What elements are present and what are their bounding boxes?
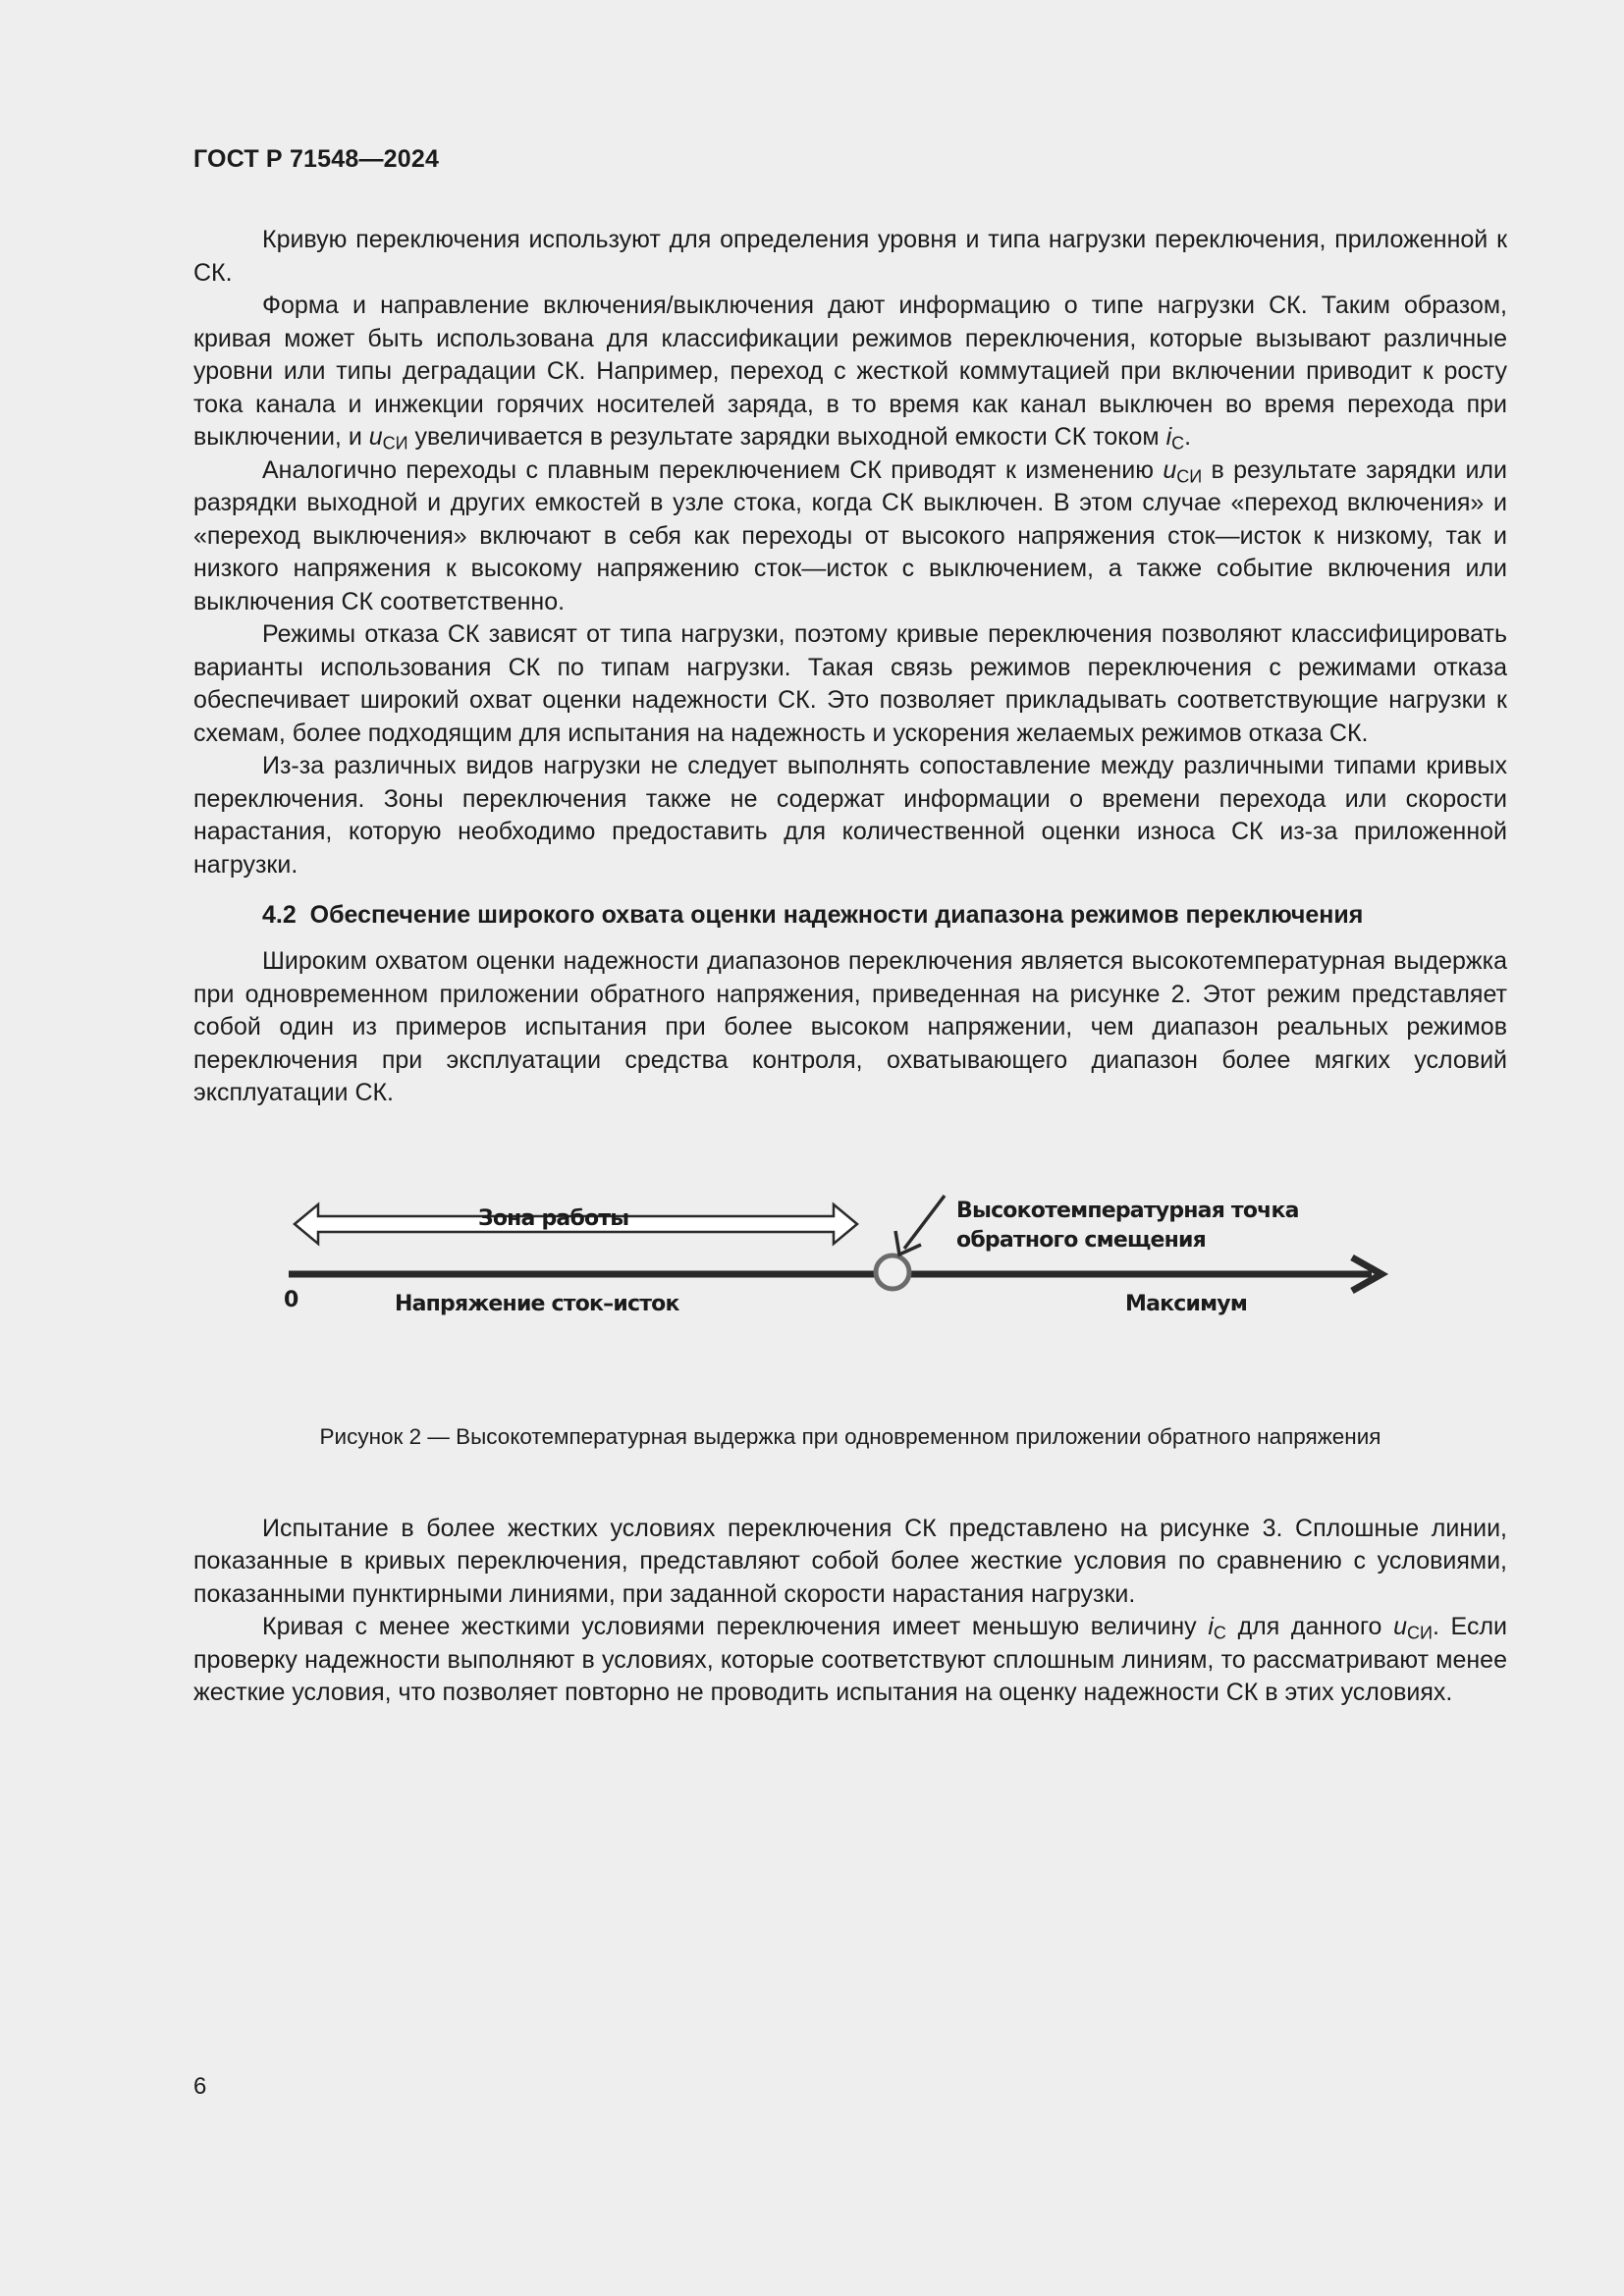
subscript-si: СИ bbox=[1407, 1623, 1433, 1643]
subscript-c: С bbox=[1213, 1623, 1226, 1643]
text-block-section bbox=[193, 945, 1507, 1110]
subscript-si: СИ bbox=[1176, 466, 1203, 486]
figure-caption: Рисунок 2 — Высокотемпературная выдержка при одновременном приложении обратного напряжения bbox=[319, 1423, 1381, 1449]
paragraph: Кривую переключения используют для определения уровня и типа нагрузки переключения, приложенной к СК. bbox=[193, 226, 1507, 287]
paragraph-text: Форма и направление включения/выключения дают информацию о типе нагрузки СК. Таким образом, кривая может быть использована для классификации режимов переключения, которые вызывают различные уровни или типы деградации СК. Например, переход с жесткой коммутацией при включении приводит к росту тока канала и инжекции горячих носителей заряда, в то время как канал выключен во время перехода при выключении, и bbox=[193, 292, 1507, 451]
paragraph: Кривая с менее жесткими условиями переключения имеет меньшую величину $i_С$ для данного $u_{СИ}$. Если проверку надежности выполняют в условиях, которые соответствуют сплошным линиям, то рассматривают менее жесткие условия, что позволяет повторно не проводить испытания на оценку надежности СК в этих условиях. bbox=[193, 1613, 1507, 1706]
document-header: ГОСТ Р 71548—2024 bbox=[193, 145, 440, 173]
text-block-after-figure bbox=[193, 1513, 1507, 1710]
figure-2 bbox=[193, 1153, 1507, 1418]
origin-label: 0 bbox=[284, 1287, 298, 1312]
page-number: 6 bbox=[193, 2073, 207, 2100]
text-block-intro bbox=[193, 224, 1507, 881]
paragraph bbox=[193, 454, 1507, 619]
symbol-i: i bbox=[1165, 423, 1172, 451]
paragraph-text: Кривая с менее жесткими условиями переключения имеет меньшую величину bbox=[262, 1613, 1197, 1640]
paragraph: Форма и направление включения/выключения дают информацию о типе нагрузки СК. Таким образом, кривая может быть использована для классификации режимов переключения, которые вызывают различные уровни или типы деградации СК. Например, переход с жесткой коммутацией при включении приводит к росту тока канала и инжекции горячих носителей заряда, в то время как канал выключен во время перехода при выключении, и $u_{СИ}$ увеличивается в результате зарядки выходной емкости СК током $i_С$. bbox=[193, 292, 1507, 454]
section-number: 4.2 bbox=[262, 901, 297, 929]
paragraph-text: увеличивается в результате зарядки выходной емкости СК током bbox=[414, 423, 1160, 451]
paragraph: Широким охватом оценки надежности диапазонов переключения является высокотемпературная выдержка при одновременном приложении обратного напряжения, приведенная на рисунке 2. Этот режим представляет собой один из примеров испытания при более высоком напряжении, чем диапазон реальных режимов переключения при эксплуатации средства контроля, охватывающего диапазон более мягких условий эксплуатации СК. bbox=[193, 947, 1507, 1106]
reverse-bias-point-marker bbox=[876, 1255, 909, 1289]
paragraph-text: Аналогично переходы с плавным переключением СК приводят к изменению bbox=[262, 455, 1154, 484]
paragraph: Испытание в более жестких условиях переключения СК представлено на рисунке 3. Сплошные линии, показанные в кривых переключения, представляют собой более жесткие условия по сравнению с условиями, показанными пунктирными линиями, при заданной скорости нарастания нагрузки. bbox=[193, 1514, 1507, 1608]
point-label-line-2: обратного смещения bbox=[956, 1227, 1206, 1253]
paragraph: Режимы отказа СК зависят от типа нагрузки, поэтому кривые переключения позволяют классифицировать варианты использования СК по типам нагрузки. Такая связь режимов переключения с режимами отказа обеспечивает широкий охват оценки надежности СК. Это позволяет прикладывать соответствующие нагрузки к схемам, более подходящим для испытания на надежность и ускорения желаемых режимов отказа СК. bbox=[193, 620, 1507, 747]
paragraph-text: Если проверку надежности выполняют в условиях, которые соответствуют сплошным линиям, то рассматривают менее жесткие условия, что позволяет повторно не проводить испытания на оценку надежности СК в этих условиях. bbox=[193, 1613, 1507, 1706]
section-heading bbox=[193, 899, 1507, 932]
point-label-line-1: Высокотемпературная точка bbox=[956, 1198, 1299, 1223]
axis-label: Напряжение сток–исток bbox=[395, 1291, 679, 1316]
symbol-i: i bbox=[1208, 1613, 1214, 1640]
pointer-arrow-shaft bbox=[904, 1196, 945, 1249]
figure-diagram bbox=[193, 1153, 1507, 1418]
subscript-c: С bbox=[1171, 433, 1185, 454]
symbol-u: u bbox=[1163, 455, 1177, 484]
paragraph-text: для данного bbox=[1237, 1613, 1382, 1640]
page-body bbox=[193, 224, 1507, 1710]
section-title: Обеспечение широкого охвата оценки надежности диапазона режимов переключения bbox=[309, 901, 1364, 929]
paragraph: Из-за различных видов нагрузки не следует выполнять сопоставление между различными типами кривых переключения. Зоны переключения также не содержат информации о времени перехода или скорости нарастания, которую необходимо предоставить для количественной оценки износа СК из-за приложенной нагрузки. bbox=[193, 752, 1507, 879]
max-label: Максимум bbox=[1125, 1291, 1248, 1316]
subscript-si: СИ bbox=[382, 433, 408, 454]
paragraph-text: в результате зарядки или разрядки выходной и других емкостей в узле стока, когда СК выключен. В этом случае «переход включения» и «переход выключения» включают в себя как переходы от высокого напряжения сток—исток к низкому, так и низкого напряжения к высокому напряжению сток—исток с выключением, а также событие включения или выключения СК соответственно. bbox=[193, 455, 1507, 615]
symbol-u: u bbox=[1393, 1613, 1407, 1640]
symbol-u: u bbox=[368, 423, 383, 451]
zone-label: Зона работы bbox=[478, 1205, 629, 1231]
